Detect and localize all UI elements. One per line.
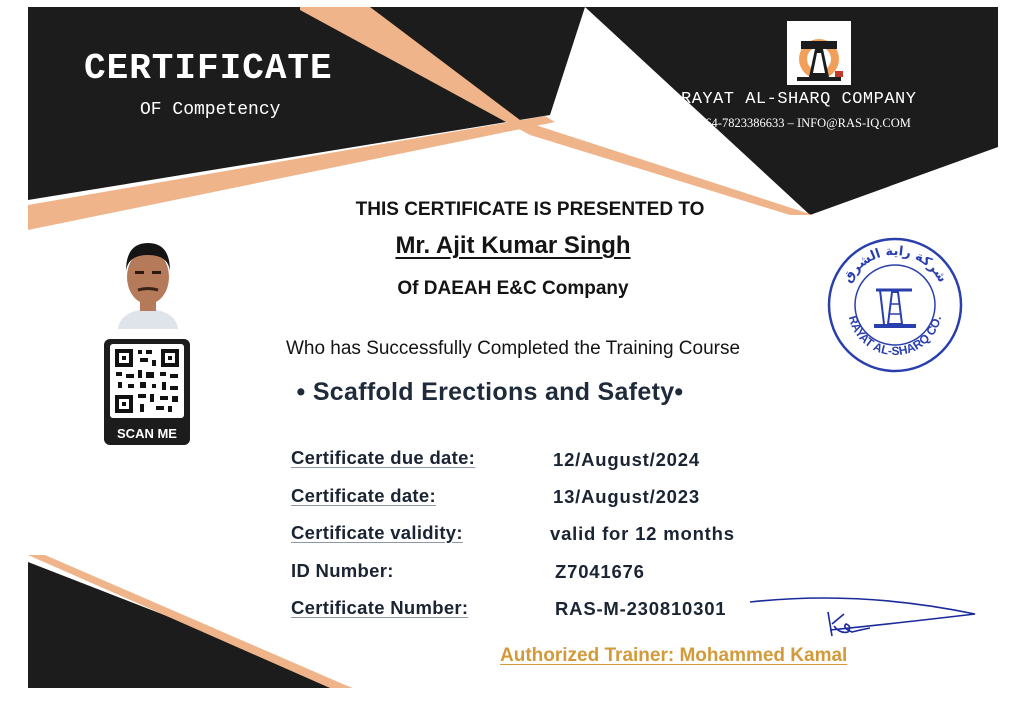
- validity-value: valid for 12 months: [550, 523, 735, 544]
- recipient-organization: Of DAEAH E&C Company: [397, 278, 629, 299]
- svg-text:RAYAT AL-SHARQ CO.: [846, 314, 944, 358]
- recipient-name: Mr. Ajit Kumar Singh: [395, 232, 631, 259]
- trainer-signature: [740, 584, 990, 654]
- recipient-photo: [110, 235, 186, 329]
- validity-label: Certificate validity:: [291, 522, 463, 543]
- company-logo-icon: [787, 21, 851, 85]
- certificate-date-value: 13/August/2023: [553, 486, 700, 507]
- certificate-date-label: Certificate date:: [291, 485, 436, 506]
- certificate-subtitle: OF Competency: [140, 100, 281, 120]
- id-number-value: Z7041676: [555, 561, 645, 582]
- company-stamp: [826, 236, 964, 374]
- course-title: • Scaffold Erections and Safety•: [296, 378, 684, 406]
- stamp-company-text: RAYAT AL-SHARQ CO.: [845, 313, 945, 359]
- due-date-value: 12/August/2024: [553, 449, 700, 470]
- certificate-title: CERTIFICATE: [84, 48, 333, 89]
- qr-scan-caption: SCAN ME: [117, 426, 177, 441]
- qr-code-icon[interactable]: [110, 344, 184, 418]
- stamp-arabic-text: شركة راية الشرق: [840, 243, 950, 286]
- certificate-number-label: Certificate Number:: [291, 597, 469, 618]
- stamp-derrick-icon: [874, 290, 916, 328]
- company-name: RAYAT AL-SHARQ COMPANY: [681, 90, 917, 109]
- id-number-label: ID Number:: [291, 560, 394, 581]
- presented-to-heading: THIS CERTIFICATE IS PRESENTED TO: [355, 199, 705, 220]
- company-contact: +964-7823386633 – INFO@RAS-IQ.COM: [692, 116, 911, 130]
- authorized-trainer: Authorized Trainer: Mohammed Kamal: [500, 645, 848, 666]
- completion-statement: Who has Successfully Completed the Training Course: [285, 338, 741, 359]
- certificate-number-value: RAS-M-230810301: [555, 598, 727, 619]
- due-date-label: Certificate due date:: [291, 447, 476, 468]
